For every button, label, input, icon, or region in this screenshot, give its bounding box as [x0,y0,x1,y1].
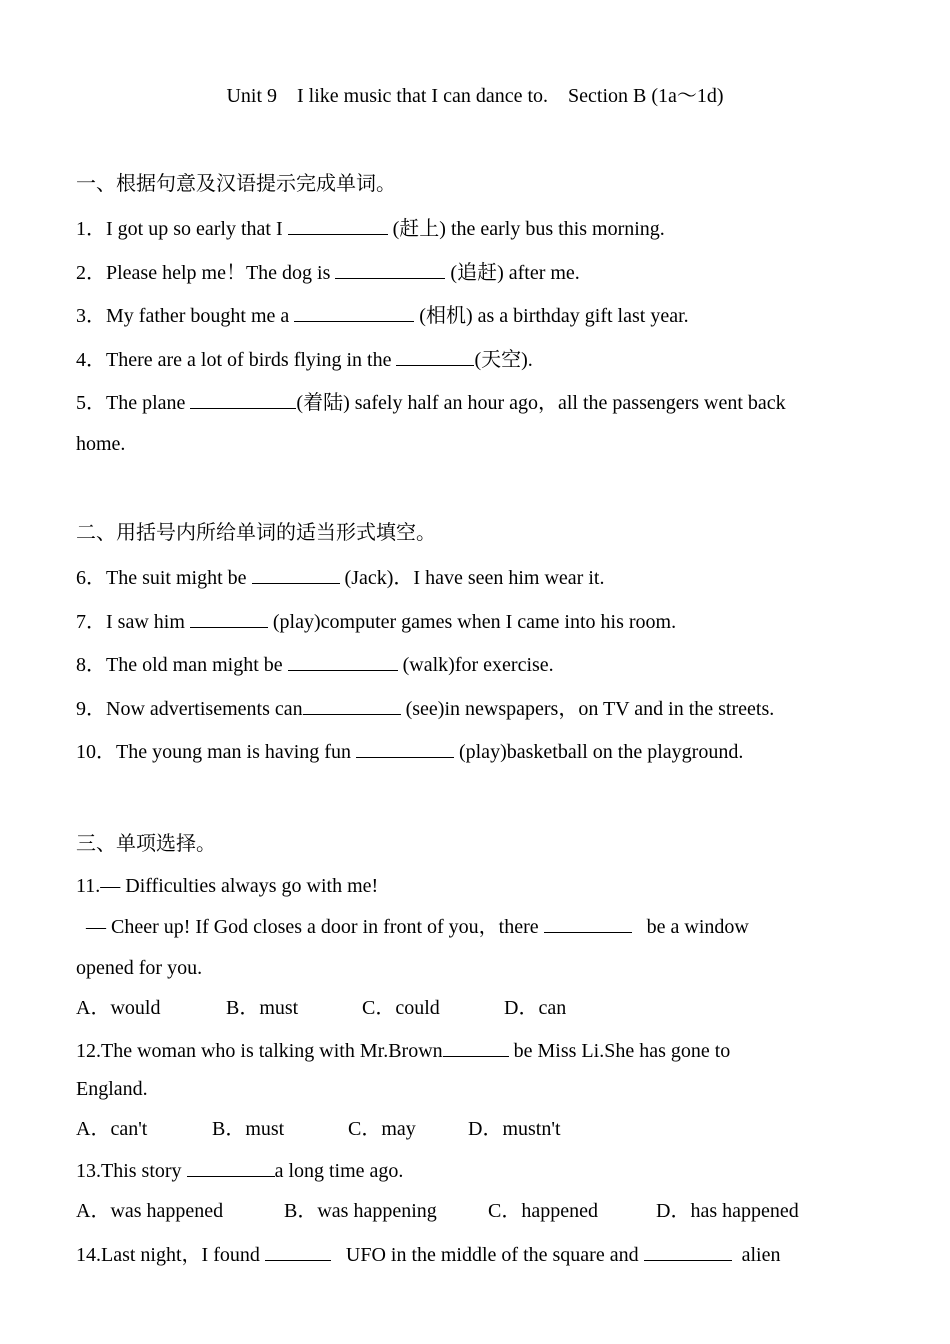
question-14: 14.Last night，I found UFO in the middle of the square and alien [76,1244,781,1266]
option-b[interactable]: B．must [212,1118,285,1140]
option-d[interactable]: D．mustn't [468,1118,561,1140]
option-a[interactable]: A．can't [76,1118,148,1140]
answer-blank[interactable] [335,260,445,279]
question-5-continued: home. [76,433,126,455]
answer-blank[interactable] [187,1158,275,1177]
question-12: 12.The woman who is talking with Mr.Brown be Miss Li.She has gone to [76,1040,731,1062]
question-2: 2．Please help me！The dog is (追赶) after me. [76,262,580,284]
question-6: 6．The suit might be (Jack)．I have seen him wear it. [76,567,605,589]
option-b[interactable]: B．must [226,997,299,1019]
question-11: 11.— Difficulties always go with me! [76,875,379,897]
section-3-heading: 三、单项选择。 [76,833,216,855]
option-d[interactable]: D．can [504,997,567,1019]
answer-blank[interactable] [265,1242,331,1261]
question-10: 10．The young man is having fun (play)basketball on the playground. [76,741,744,763]
question-9: 9．Now advertisements can (see)in newspapers，on TV and in the streets. [76,698,775,720]
question-1: 1．I got up so early that I (赶上) the early bus this morning. [76,218,665,240]
question-12-continued: England. [76,1078,148,1100]
question-11-options [76,996,566,1020]
question-11-continued: opened for you. [76,957,203,979]
question-4: 4．There are a lot of birds flying in the (天空). [76,349,533,371]
page-title: Unit 9 I like music that I can dance to. Section B (1a～1d) [226,85,724,107]
question-8: 8．The old man might be (walk)for exercise. [76,654,554,676]
question-3: 3．My father bought me a (相机) as a birthday gift last year. [76,305,689,327]
answer-blank[interactable] [544,914,632,933]
question-13-options [76,1199,799,1223]
answer-blank[interactable] [288,216,388,235]
answer-blank[interactable] [443,1038,509,1057]
option-a[interactable]: A．would [76,997,161,1019]
answer-blank[interactable] [356,739,454,758]
question-12-options [76,1117,561,1141]
answer-blank[interactable] [190,390,296,409]
answer-blank[interactable] [303,696,401,715]
option-c[interactable]: C．may [348,1118,416,1140]
answer-blank[interactable] [252,565,340,584]
option-a[interactable]: A．was happened [76,1200,224,1222]
option-c[interactable]: C．happened [488,1200,598,1222]
question-13: 13.This story a long time ago. [76,1160,404,1182]
question-5: 5．The plane (着陆) safely half an hour ago，all the passengers went back [76,392,786,414]
section-2-heading: 二、用括号内所给单词的适当形式填空。 [76,522,436,544]
answer-blank[interactable] [288,652,398,671]
section-1-heading: 一、根据句意及汉语提示完成单词。 [76,173,396,195]
answer-blank[interactable] [396,347,474,366]
option-c[interactable]: C．could [362,997,440,1019]
option-b[interactable]: B．was happening [284,1200,437,1222]
answer-blank[interactable] [644,1242,732,1261]
answer-blank[interactable] [190,609,268,628]
option-d[interactable]: D．has happened [656,1200,799,1222]
answer-blank[interactable] [294,303,414,322]
question-11-prompt: — Cheer up! If God closes a door in front of you，there be a window [76,916,749,938]
question-7: 7．I saw him (play)computer games when I came into his room. [76,611,677,633]
